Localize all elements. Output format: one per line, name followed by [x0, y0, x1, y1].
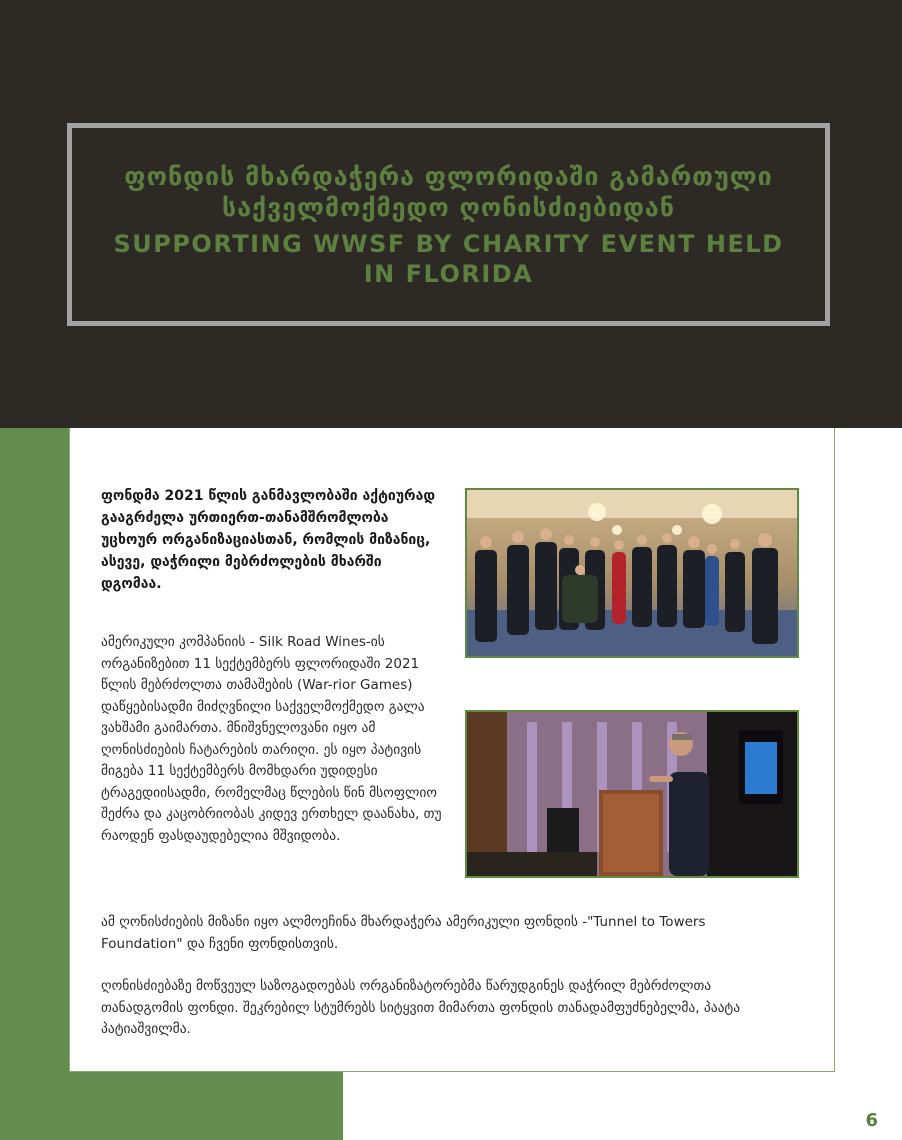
header-band: [0, 0, 902, 428]
green-bottom-band: [0, 1072, 343, 1140]
group-photo: [465, 488, 799, 658]
lead-paragraph: ფონდმა 2021 წლის განმავლობაში აქტიურად გააგრძელა ურთიერთ-თანამშრომლობა უცხოურ ორგანიზაციასთან, რომლის მიზანიც, ასევე, დაჭრილი მებრძოლების მხარში დგომაა.: [101, 488, 436, 592]
body-paragraph-2: ამ ღონისძიების მიზანი იყო ალმოეჩინა მხარდაჭერა ამერიკული ფონდის -"Tunnel to Towers Foundation" და ჩვენი ფონდისთვის.: [101, 914, 706, 952]
green-side-band: [0, 428, 70, 1140]
speaker-photo-image: [467, 712, 797, 876]
group-photo-image: [467, 490, 797, 656]
title-english: SUPPORTING WWSF BY CHARITY EVENT HELD IN FLORIDA: [113, 229, 784, 288]
body-paragraph-1: ამერიკული კომპანიის - Silk Road Wines-ის ორგანიზებით 11 სექტემბერს ფლორიდაში 2021 წლის მებრძოლთა თამაშების (War-rior Games) დაწყებისადმი მიძღვნილი საქველმოქმედო გალა ვახშამი გაიმართა. მნიშვნელოვანი იყო ამ ღონისძიების ჩატარების თარიღი. ეს იყო პატივის მიგება 11 სექტემბერს მომხდარი უდიდესი ტრაგედიისადმი, რომელმაც წლების წინ მსოფლიო შეძრა და კაცობრიობას კიდევ ერთხელ დაანახა, თუ რაოდენ ფასდაუდებელია მშვიდობა.: [101, 634, 442, 844]
page-number: 6: [865, 1110, 878, 1131]
title-frame: [67, 123, 830, 326]
speaker-photo: [465, 710, 799, 878]
title-georgian: ფონდის მხარდაჭერა ფლორიდაში გამართული საქველმოქმედო ღონისძიებიდან: [124, 161, 773, 222]
body-paragraph-3: ღონისძიებაზე მოწვეულ საზოგადოებას ორგანიზატორებმა წარუდგინეს დაჭრილ მებრძოლთა თანადგომის ფონდი. შეკრებილ სტუმრებს სიტყვით მიმართა ფონდის თანადამფუძნებელმა, პაატა პატიაშვილმა.: [101, 978, 741, 1037]
